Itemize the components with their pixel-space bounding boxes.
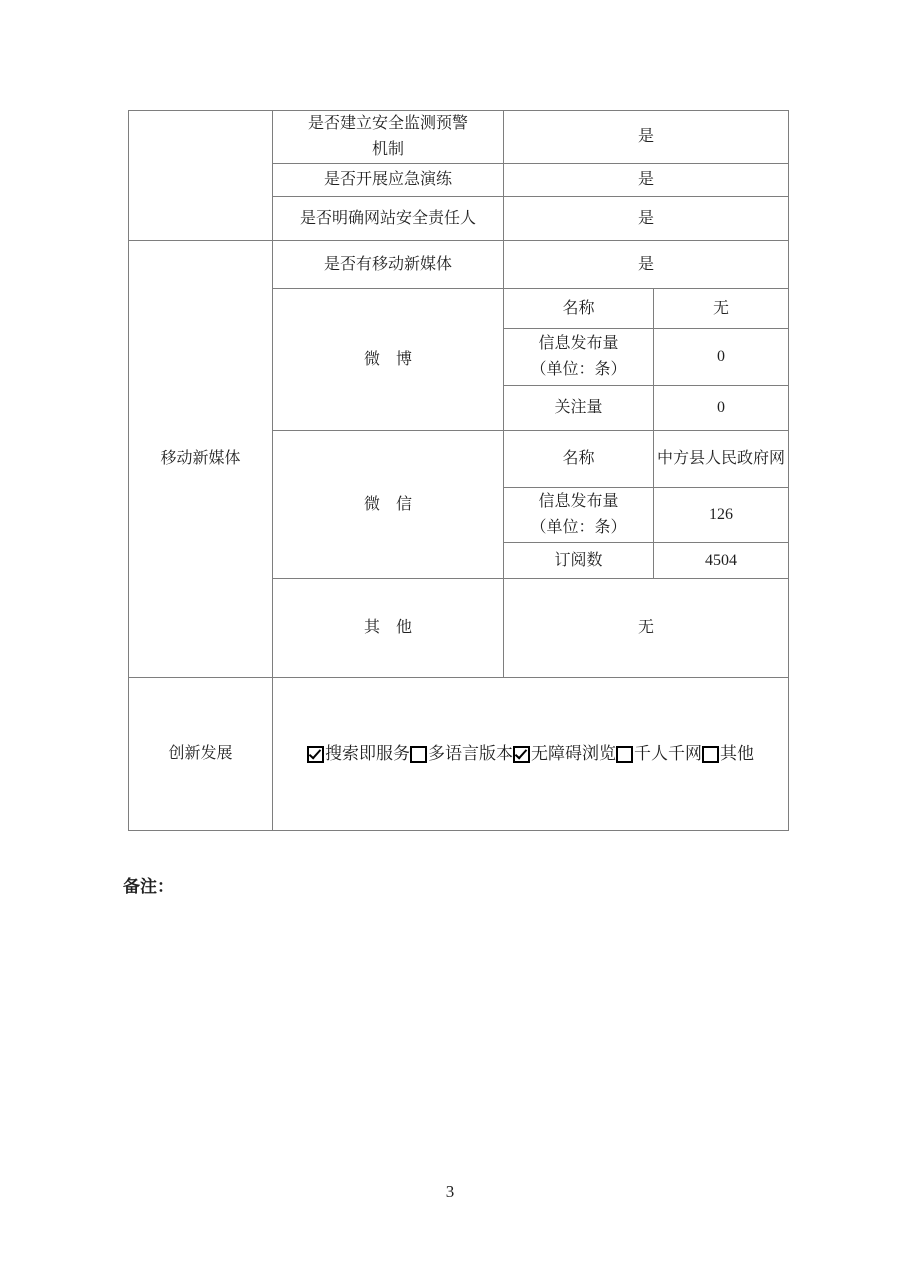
innovation-option-multilang: [410, 740, 513, 768]
weibo-name-value-cell: 无: [654, 289, 789, 329]
wechat-posts-key-cell: [504, 488, 654, 543]
innovation-option-label: 无障碍浏览: [531, 744, 616, 764]
question-text-line2: 机制: [371, 141, 404, 158]
checkbox-checked-icon: [307, 746, 324, 763]
wechat-name-value-cell: 中方县人民政府网: [654, 431, 789, 488]
innovation-option-label: 其他: [720, 744, 754, 764]
security-question-2-cell: 是否开展应急演练: [273, 164, 504, 197]
key-text-line2: （单位：条）: [530, 361, 627, 378]
innovation-options-cell: [273, 678, 789, 831]
other-media-label-cell: 其 他: [273, 579, 504, 678]
security-question-1-cell: [273, 111, 504, 164]
section-label-empty-cell: [129, 111, 273, 241]
innovation-option-other: [702, 740, 754, 768]
wechat-subscribers-value-cell: 4504: [654, 543, 789, 579]
security-answer-1-cell: 是: [504, 111, 789, 164]
question-text: 是否建立安全监测预警: [307, 115, 468, 133]
wechat-posts-value-cell: 126: [654, 488, 789, 543]
has-mobile-media-question-cell: 是否有移动新媒体: [273, 241, 504, 289]
weibo-followers-key-cell: 关注量: [504, 386, 654, 431]
weibo-label-cell: 微 博: [273, 289, 504, 431]
annual-report-table: [128, 110, 789, 831]
innovation-option-personalized: [616, 740, 702, 768]
weibo-followers-value-cell: 0: [654, 386, 789, 431]
page-number: 3: [445, 1182, 455, 1201]
security-answer-3-cell: 是: [504, 197, 789, 241]
innovation-option-label: 千人千网: [634, 744, 702, 764]
checkbox-unchecked-icon: [702, 746, 719, 763]
wechat-label-cell: 微 信: [273, 431, 504, 579]
checkbox-unchecked-icon: [410, 746, 427, 763]
wechat-name-key-cell: 名称: [504, 431, 654, 488]
checkbox-checked-icon: [513, 746, 530, 763]
weibo-posts-key-cell: [504, 329, 654, 386]
checkbox-unchecked-icon: [616, 746, 633, 763]
security-question-3-cell: 是否明确网站安全责任人: [273, 197, 504, 241]
table-row: [129, 241, 789, 289]
innovation-options-line: [273, 740, 788, 768]
innovation-option-label: 搜索即服务: [325, 744, 410, 764]
table-row: [129, 111, 789, 164]
innovation-option-label: 多语言版本: [428, 744, 513, 764]
has-mobile-media-answer-cell: 是: [504, 241, 789, 289]
innovation-option-accessibility: [513, 740, 616, 768]
security-answer-2-cell: 是: [504, 164, 789, 197]
innovation-section-label: 创新发展: [129, 678, 273, 831]
key-text: 信息发布量: [538, 493, 619, 511]
other-media-value-cell: 无: [504, 579, 789, 678]
key-text-line2: （单位：条）: [530, 519, 627, 536]
innovation-option-search: [307, 740, 410, 768]
table-row: [129, 678, 789, 831]
mobile-media-section-label: 移动新媒体: [129, 241, 273, 678]
weibo-name-key-cell: 名称: [504, 289, 654, 329]
wechat-subscribers-key-cell: 订阅数: [504, 543, 654, 579]
remark-label: 备注：: [123, 877, 174, 896]
key-text: 信息发布量: [538, 335, 619, 353]
weibo-posts-value-cell: 0: [654, 329, 789, 386]
